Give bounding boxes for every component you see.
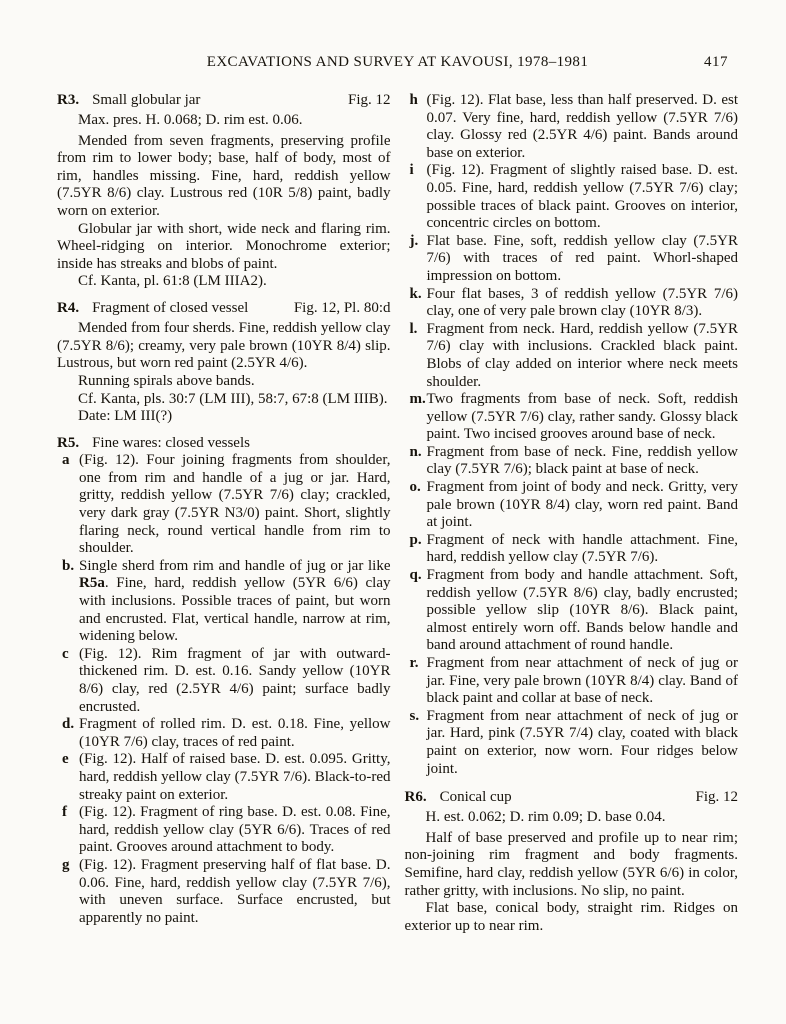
item-label: n. (409, 443, 422, 460)
item-text: (Fig. 12). Flat base, less than half preserved. D. est 0.07. Very fine, hard, reddish yellow (7.5YR 7/6) clay. Glossy red (2.5YR 4/6) paint. Bands around base on exterior. (426, 92, 738, 161)
paragraph: Mended from four sherds. Fine, reddish yellow clay (7.5YR 8/6); creamy, very pale brown (10YR 8/4) slip. Lustrous, but worn red paint (2.5YR 4/6). (57, 320, 391, 372)
item-label: e (62, 751, 69, 768)
catalog-item-j (405, 233, 739, 286)
item-label: o. (409, 479, 421, 496)
paragraph: Mended from seven fragments, preserving profile from rim to lower body; base, half of body, most of rim, handles missing. Fine, hard, reddish yellow (7.5YR 8/6) clay. Lustrous red (10R 5/8) paint, badly worn on exterior. (57, 132, 391, 220)
item-text: (Fig. 12). Half of raised base. D. est. 0.095. Gritty, hard, reddish yellow clay (7.5YR 7/6). Black-to-red streaky paint on exterior. (79, 751, 391, 803)
item-text: Fragment from base of neck. Fine, reddish yellow clay (7.5YR 7/6); black paint at base of neck. (426, 443, 738, 478)
catalog-item-f (57, 804, 391, 857)
item-text: Fragment from neck. Hard, reddish yellow (7.5YR 7/6) clay with inclusions. Crackled black paint. Blobs of clay added on interior where neck meets shoulder. (426, 320, 738, 390)
entry-title: Fragment of closed vessel (92, 300, 249, 317)
entry-id: R6. (404, 789, 427, 806)
citation-line: Cf. Kanta, pl. 61:8 (LM IIIA2). (78, 273, 267, 290)
dimensions-line: H. est. 0.062; D. rim 0.09; D. base 0.04. (425, 809, 666, 826)
catalog-item-m (405, 391, 739, 444)
entry-title: Fine wares: closed vessels (92, 434, 250, 451)
entry-title: Conical cup (439, 789, 512, 806)
paragraph: Globular jar with short, wide neck and flaring rim. Wheel-ridging on interior. Monochrome exterior; inside has streaks and blobs of paint. (57, 220, 391, 272)
catalog-item-l (405, 321, 739, 391)
item-text-segment: Single sherd from rim and handle of jug or jar like (79, 557, 391, 574)
item-label: m. (409, 391, 426, 408)
item-label: h (409, 92, 418, 108)
item-text: Two fragments from base of neck. Soft, reddish yellow (7.5YR 7/6) clay, rather sandy. Glossy black paint. Two incised grooves around base of neck. (426, 391, 738, 443)
entry-title: Small globular jar (92, 92, 201, 108)
item-label: p. (409, 531, 422, 548)
item-text: Fragment from joint of body and neck. Gritty, very pale brown (10YR 8/4) clay, worn red paint. Band at joint. (426, 479, 738, 531)
figure-reference: Fig. 12 (695, 789, 738, 806)
entry-heading (57, 300, 391, 318)
paragraph: Running spirals above bands. (78, 372, 255, 389)
item-text: Fragment from body and handle attachment. Soft, reddish yellow (7.5YR 8/6) clay, badly encrusted; possible yellow slip (10YR 8/6). Black paint, almost entirely worn off. Bands below handle and band around attachment of round handle. (426, 567, 738, 654)
item-text: (Fig. 12). Fragment of ring base. D. est. 0.08. Fine, hard, reddish yellow clay (5YR 6/6). Traces of red paint. Grooves around attachment to body. (79, 804, 391, 856)
entry-id: R5. (57, 434, 80, 451)
entry-heading-left (57, 435, 250, 453)
item-text: (Fig. 12). Fragment of slightly raised base. D. est. 0.05. Fine, hard, reddish yellow (7.5YR 7/6) clay; possible traces of black paint. Grooves on interior, concentric circles on bottom. (426, 162, 738, 232)
entry-heading-left (57, 92, 200, 110)
text-columns (57, 92, 738, 935)
catalog-entry-r3 (57, 92, 391, 291)
catalog-item-g (57, 857, 391, 927)
item-label: r. (409, 655, 419, 671)
page-number: 417 (704, 54, 728, 70)
item-label: i (409, 162, 414, 179)
item-label: f (62, 804, 67, 821)
catalog-item-i (405, 162, 739, 232)
catalog-item-h (405, 92, 739, 162)
entry-heading (57, 435, 391, 453)
catalog-item-b (57, 558, 391, 646)
item-label: b. (62, 557, 75, 574)
citation-line: Cf. Kanta, pls. 30:7 (LM III), 58:7, 67:8 (LM IIIB). (78, 390, 388, 407)
catalog-entry-r6 (405, 789, 739, 935)
entry-id: R4. (57, 300, 80, 317)
item-label: s. (409, 707, 420, 724)
item-label: l. (409, 320, 418, 337)
figure-reference: Fig. 12, Pl. 80:d (293, 300, 391, 317)
catalog-item-e (57, 751, 391, 804)
entry-heading-left (405, 789, 512, 807)
page-header (57, 54, 738, 71)
paragraph: Flat base, conical body, straight rim. Ridges on exterior up to near rim. (404, 900, 738, 934)
item-label: g (62, 856, 70, 873)
catalog-item-q (405, 567, 739, 655)
catalog-item-s (405, 708, 739, 778)
catalog-item-n (405, 444, 739, 479)
catalog-item-c (57, 646, 391, 716)
item-text: Fragment from near attachment of neck of jug or jar. Fine, very pale brown (10YR 8/4) clay. Band of black paint and collar at base of neck. (426, 655, 738, 707)
right-column (405, 92, 739, 935)
entry-heading (405, 789, 739, 807)
item-label: d. (62, 716, 75, 733)
item-text: Fragment from near attachment of neck of jug or jar. Hard, pink (7.5YR 7/4) clay, coated with black paint on exterior, now worn. Four ridges below joint. (426, 707, 738, 777)
catalog-item-o (405, 479, 739, 532)
catalog-item-d (57, 716, 391, 751)
entry-heading-left (57, 300, 248, 318)
cross-reference: R5a (79, 575, 105, 592)
catalog-item-r (405, 655, 739, 708)
running-title: EXCAVATIONS AND SURVEY AT KAVOUSI, 1978–1981 (206, 54, 589, 70)
catalog-item-p (405, 532, 739, 567)
item-text: Fragment of rolled rim. D. est. 0.18. Fine, yellow (10YR 7/6) clay, traces of red paint. (79, 716, 391, 750)
date-line: Date: LM III(?) (78, 408, 173, 425)
entry-id: R3. (57, 92, 80, 108)
figure-reference: Fig. 12 (347, 92, 391, 108)
item-label: a (62, 452, 70, 469)
catalog-item-a (57, 452, 391, 558)
catalog-entry-r4 (57, 300, 391, 426)
item-label: j. (409, 232, 419, 249)
item-text (79, 558, 391, 644)
item-text: Fragment of neck with handle attachment. Fine, hard, reddish yellow clay (7.5YR 7/6). (426, 531, 738, 566)
catalog-entry-r5 (57, 435, 391, 928)
left-column (57, 92, 391, 935)
item-text: Flat base. Fine, soft, reddish yellow clay (7.5YR 7/6) with traces of red paint. Whorl-shaped impression on bottom. (426, 232, 738, 284)
item-text: (Fig. 12). Four joining fragments from shoulder, one from rim and handle of a jug or jar. Hard, gritty, reddish yellow (7.5YR 7/6) clay; crackled, very dark gray (7.5YR N3/0) paint. Short, slightly flaring neck, round vertical handle from rim to shoulder. (79, 452, 391, 557)
item-text: (Fig. 12). Rim fragment of jar with outward-thickened rim. D. est. 0.16. Sandy yellow (10YR 8/6) clay, red (2.5YR 4/6) paint; surface badly encrusted. (79, 645, 391, 715)
entry-heading (57, 92, 391, 110)
item-label: q. (409, 567, 422, 584)
item-text: Four flat bases, 3 of reddish yellow (7.5YR 7/6) clay, one of very pale brown clay (10YR 8/3). (426, 285, 738, 320)
item-label: c (62, 645, 69, 662)
paragraph: Half of base preserved and profile up to near rim; non-joining rim fragment and body fragments. Semifine, hard clay, reddish yellow (5YR 6/6) in color, rather gritty, with inclusions. No slip, no paint. (404, 829, 738, 899)
catalog-item-k (405, 286, 739, 321)
item-label: k. (409, 285, 422, 302)
item-text-segment: . Fine, hard, reddish yellow (5YR 6/6) clay with inclusions. Possible traces of paint, but worn and encrusted. Flat, vertical handle, narrow at rim, widening below. (79, 575, 391, 645)
dimensions-line: Max. pres. H. 0.068; D. rim est. 0.06. (78, 112, 303, 129)
item-text: (Fig. 12). Fragment preserving half of flat base. D. 0.06. Fine, hard, reddish yellow clay (7.5YR 7/6), with uneven surface. Surface encrusted, but apparently no paint. (79, 856, 391, 926)
